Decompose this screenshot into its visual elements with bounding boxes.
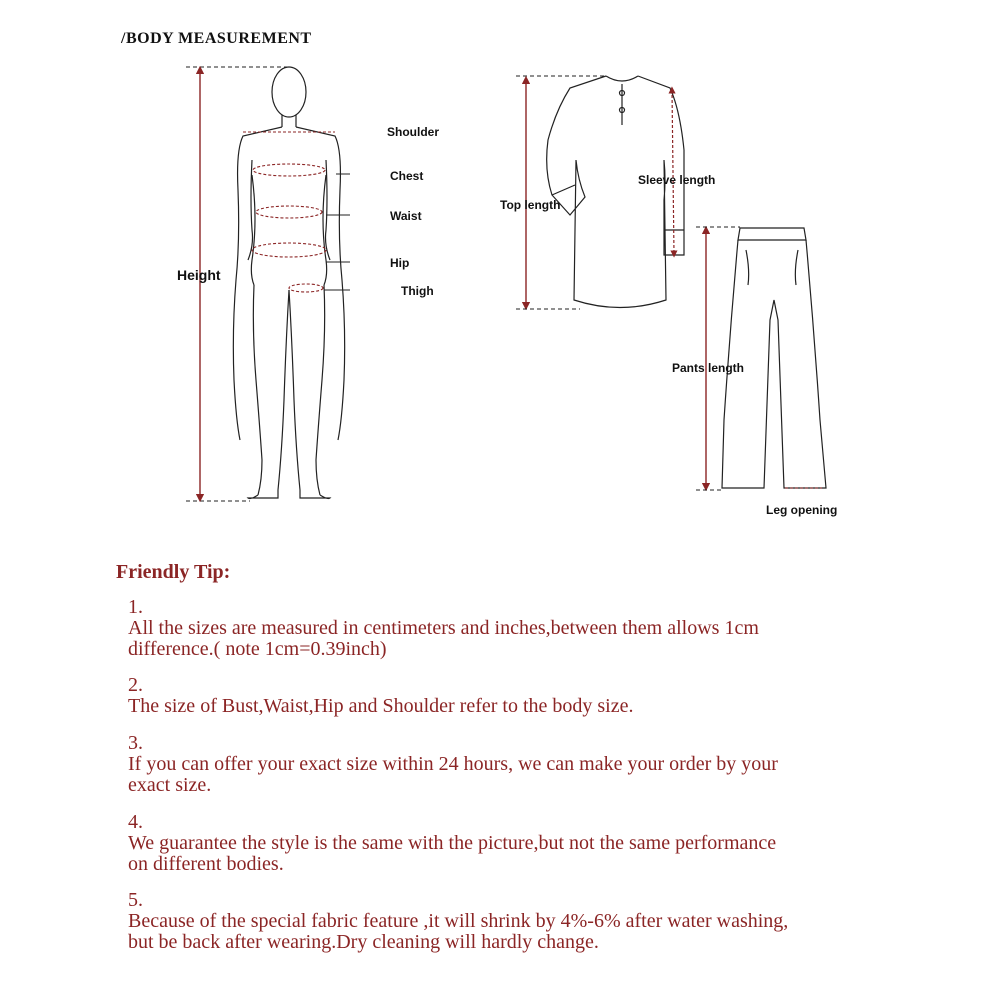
height-label: Height: [177, 267, 221, 283]
tip-item: [128, 597, 908, 660]
tip-text: The size of Bust,Waist,Hip and Shoulder refer to the body size.: [128, 695, 634, 717]
tip-number: 3.: [128, 732, 143, 754]
tip-number: 2.: [128, 674, 143, 696]
tip-text: If you can offer your exact size within 24 hours, we can make your order by your exact size.: [128, 753, 778, 796]
waist-label: Waist: [390, 209, 422, 223]
tip-text: We guarantee the style is the same with the picture,but not the same performance on different bodies.: [128, 832, 777, 875]
tip-item: [128, 890, 908, 953]
tip-number: 4.: [128, 811, 143, 833]
shoulder-label: Shoulder: [387, 125, 440, 139]
tip-number: 1.: [128, 596, 143, 618]
tip-item: [128, 812, 908, 875]
tip-item: [128, 733, 908, 796]
chest-label: Chest: [390, 169, 424, 183]
tip-text: All the sizes are measured in centimeters and inches,between them allows 1cm difference.( note 1cm=0.39inch): [128, 617, 759, 660]
tip-item: [128, 675, 908, 717]
shirt-drawing: [547, 76, 684, 308]
tip-number: 5.: [128, 889, 143, 911]
pants-drawing: [722, 228, 826, 488]
tips-title: Friendly Tip:: [116, 561, 231, 583]
thigh-label: Thigh: [401, 284, 434, 298]
pants-length-label: Pants length: [672, 361, 745, 375]
hip-label: Hip: [390, 256, 410, 270]
tip-text: Because of the special fabric feature ,it will shrink by 4%-6% after water washing, but be back after wearing.Dry cleaning will hardly change.: [128, 910, 789, 953]
leg-opening-label: Leg opening: [766, 503, 838, 517]
sleeve-length-label: Sleeve length: [638, 173, 716, 187]
page-title: /BODY MEASUREMENT: [121, 30, 312, 47]
top-length-label: Top length: [500, 198, 561, 212]
